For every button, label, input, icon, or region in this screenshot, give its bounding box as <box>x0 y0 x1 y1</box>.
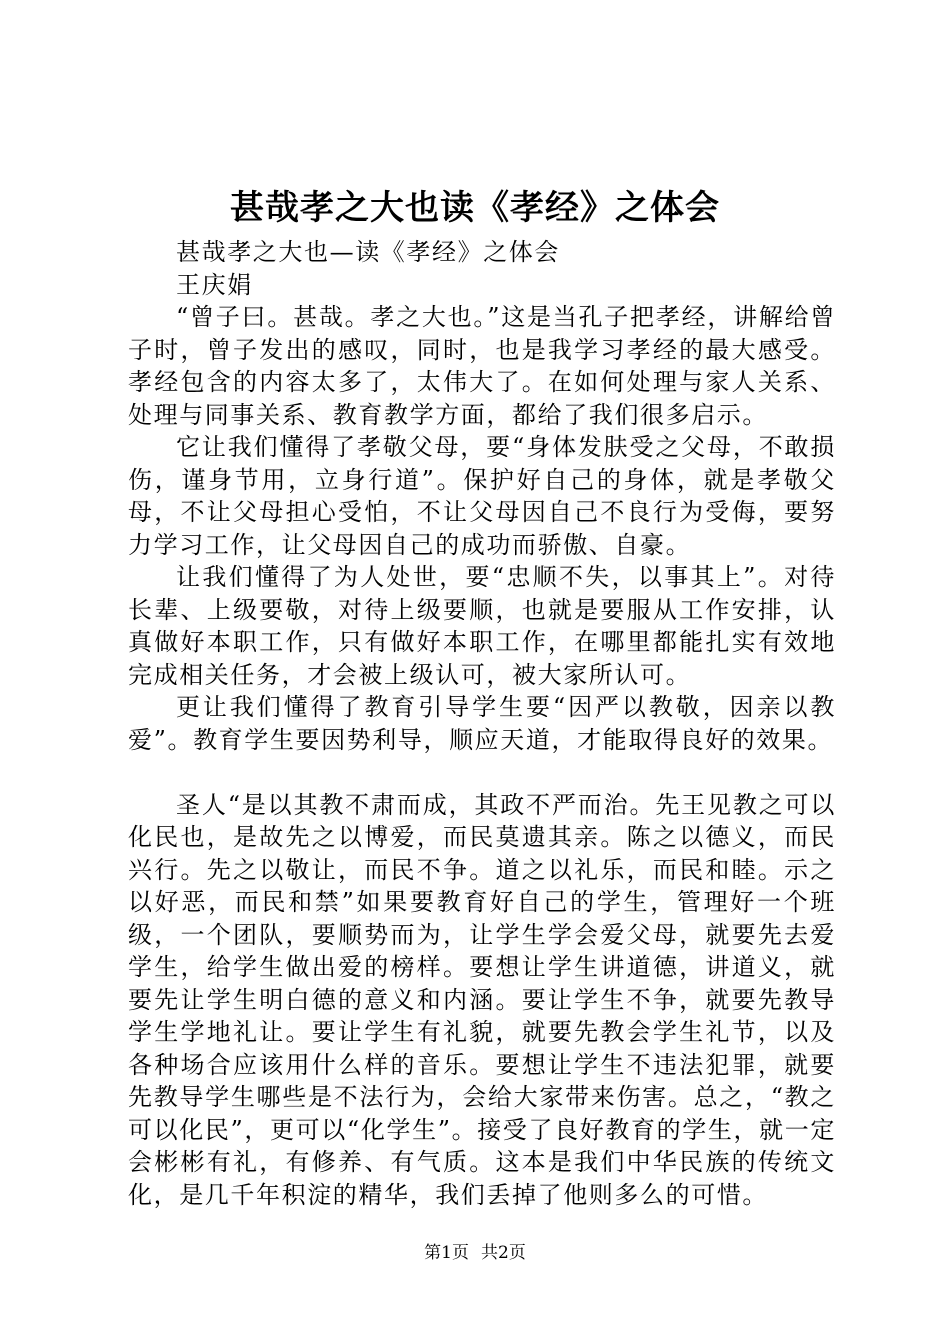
body-paragraph: 圣人“是以其教不肃而成，其政不严而治。先王见教之可以化民也，是故先之以博爱，而民莫遗其亲。陈之以德义，而民兴行。先之以敬让，而民不争。道之以礼乐，而民和睦。示之以好恶，而民和禁”如果要教育好自己的学生，管理好一个班级，一个团队，要顺势而为，让学生学会爱父母，就要先去爱学生，给学生做出爱的榜样。要想让学生讲道德，讲道义，就要先让学生明白德的意义和内涵。要让学生不争，就要先教导学生学地礼让。要让学生有礼貌，就要先教会学生礼节，以及各种场合应该用什么样的音乐。要想让学生不违法犯罪，就要先教导学生哪些是不法行为，会给大家带来伤害。总之，“教之可以化民”，更可以“化学生”。接受了良好教育的学生，就一定会彬彬有礼，有修养、有气质。这本是我们中华民族的传统文化，是几千年积淀的精华，我们丢掉了他则多么的可惜。 <box>128 790 836 1209</box>
body-paragraph: 让我们懂得了为人处世，要“忠顺不失，以事其上”。对待长辈、上级要敬，对待上级要顺，也就是要服从工作安排，认真做好本职工作，只有做好本职工作，在哪里都能扎实有效地完成相关任务，才会被上级认可，被大家所认可。 <box>128 563 836 689</box>
document-body <box>128 236 836 1211</box>
body-paragraph: 它让我们懂得了孝敬父母，要“身体发肤受之父母，不敢损伤，谨身节用，立身行道”。保护好自己的身体，就是孝敬父母，不让父母担心受怕，不让父母因自己不良行为受侮，要努力学习工作，让父母因自己的成功而骄傲、自豪。 <box>128 433 836 559</box>
page-number-current: 第1页 <box>424 1243 469 1263</box>
author-paragraph: 王庆娟 <box>176 270 253 299</box>
page-footer <box>0 1241 950 1265</box>
subtitle-paragraph: 甚哉孝之大也—读《孝经》之体会 <box>176 238 560 266</box>
body-paragraph: 更让我们懂得了教育引导学生要“因严以教敬，因亲以教爱”。教育学生要因势利导，顺应天道，才能取得良好的效果。 <box>128 693 836 754</box>
document-title: 甚哉孝之大也读《孝经》之体会 <box>230 188 720 228</box>
page-number-total: 共2页 <box>481 1243 526 1263</box>
body-paragraph: “曾子曰。甚哉。孝之大也。”这是当孔子把孝经，讲解给曾子时，曾子发出的感叹，同时，也是我学习孝经的最大感受。孝经包含的内容太多了，太伟大了。在如何处理与家人关系、处理与同事关系、教育教学方面，都给了我们很多启示。 <box>128 303 836 429</box>
